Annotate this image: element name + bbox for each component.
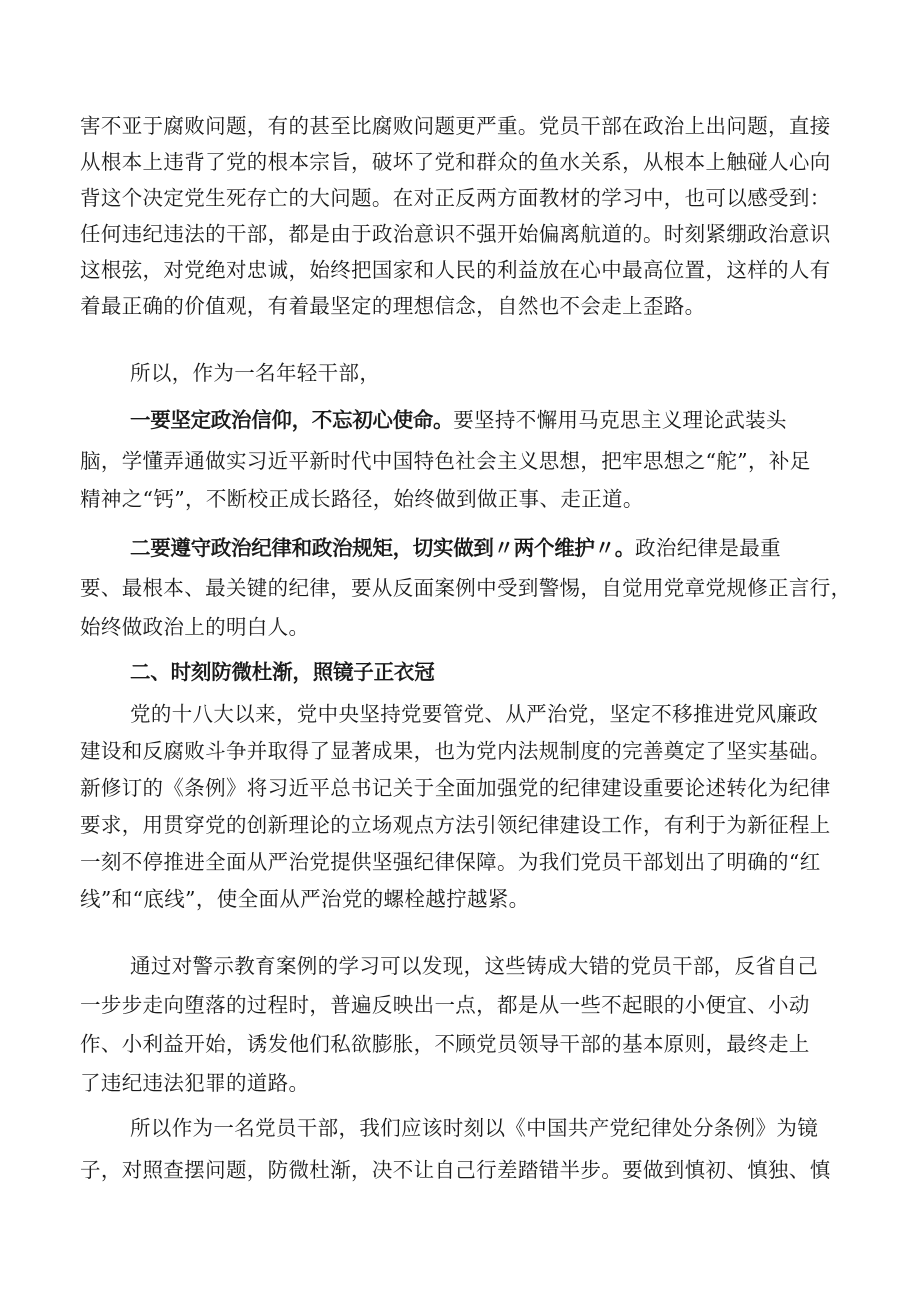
paragraph-line: 新修订的《条例》将习近平总书记关于全面加强党的纪律建设重要论述转化为纪律	[80, 776, 831, 800]
paragraph-line: 了违纪违法犯罪的道路。	[80, 1071, 310, 1095]
point-two-text: 政治纪律是最重	[635, 536, 781, 560]
paragraph-line: 这根弦，对党绝对忠诚，始终把国家和人民的利益放在心中最高位置，这样的人有	[80, 258, 831, 282]
paragraph-line: 所以作为一名党员干部，我们应该时刻以《中国共产党纪律处分条例》为镜	[130, 1116, 819, 1140]
paragraph-line: 建设和反腐败斗争并取得了显著成果，也为党内法规制度的完善奠定了坚实基础。	[80, 739, 831, 763]
paragraph-line: 着最正确的价值观，有着最坚定的理想信念，自然也不会走上歪路。	[80, 294, 706, 318]
paragraph-line: 一刻不停推进全面从严治党提供坚强纪律保障。为我们党员干部划出了明确的“红	[80, 850, 821, 874]
paragraph-line: 精神之“钙”，不断校正成长路径，始终做到做正事、走正道。	[80, 487, 644, 511]
paragraph-line: 一步步走向堕落的过程时，普遍反映出一点，都是从一些不起眼的小便宜、小动	[80, 993, 810, 1017]
paragraph-line: 要、最根本、最关键的纪律，要从反面案例中受到警惕，自觉用党章党规修正言行，	[80, 576, 852, 600]
paragraph-line: 要求，用贯穿党的创新理论的立场观点方法引领纪律建设工作，有利于为新征程上	[80, 813, 831, 837]
section-heading: 二、时刻防微杜渐，照镜子正衣冠	[130, 660, 435, 684]
paragraph-line: 子，对照查摆问题，防微杜渐，决不让自己行差踏错半步。要做到慎初、慎独、慎	[80, 1158, 831, 1182]
paragraph-line: 线”和“底线”，使全面从严治党的螺栓越拧越紧。	[80, 887, 530, 911]
paragraph-line: 脑，学懂弄通做实习近平新时代中国特色社会主义思想，把牢思想之“舵”，补足	[80, 449, 811, 473]
paragraph-line: 背这个决定党生死存亡的大问题。在对正反两方面教材的学习中，也可以感受到：	[80, 186, 831, 210]
point-one-first-line	[130, 405, 787, 435]
paragraph-line: 作、小利益开始，诱发他们私欲膨胀，不顾党员领导干部的基本原则，最终走上	[80, 1032, 810, 1056]
point-one-text: 要坚持不懈用马克思主义理论武装头	[453, 408, 787, 432]
paragraph-line: 任何违纪违法的干部，都是由于政治意识不强开始偏离航道的。时刻紧绷政治意识	[80, 222, 831, 246]
point-two-title: 二要遵守政治纪律和政治规矩，切实做到〃两个维护〃。	[130, 536, 635, 560]
paragraph-line: 害不亚于腐败问题，有的甚至比腐败问题更严重。党员干部在政治上出问题，直接	[80, 114, 831, 138]
paragraph-line: 从根本上违背了党的根本宗旨，破坏了党和群众的鱼水关系，从根本上触碰人心向	[80, 150, 831, 174]
paragraph-line: 所以，作为一名年轻干部，	[130, 361, 381, 385]
paragraph-line: 党的十八大以来，党中央坚持党要管党、从严治党，坚定不移推进党风廉政	[130, 702, 819, 726]
paragraph-line: 始终做政治上的明白人。	[80, 615, 310, 639]
paragraph-line: 通过对警示教育案例的学习可以发现，这些铸成大错的党员干部，反省自己	[130, 954, 819, 978]
point-two-first-line	[130, 533, 781, 563]
point-one-title: 一要坚定政治信仰，不忘初心使命。	[130, 408, 454, 432]
